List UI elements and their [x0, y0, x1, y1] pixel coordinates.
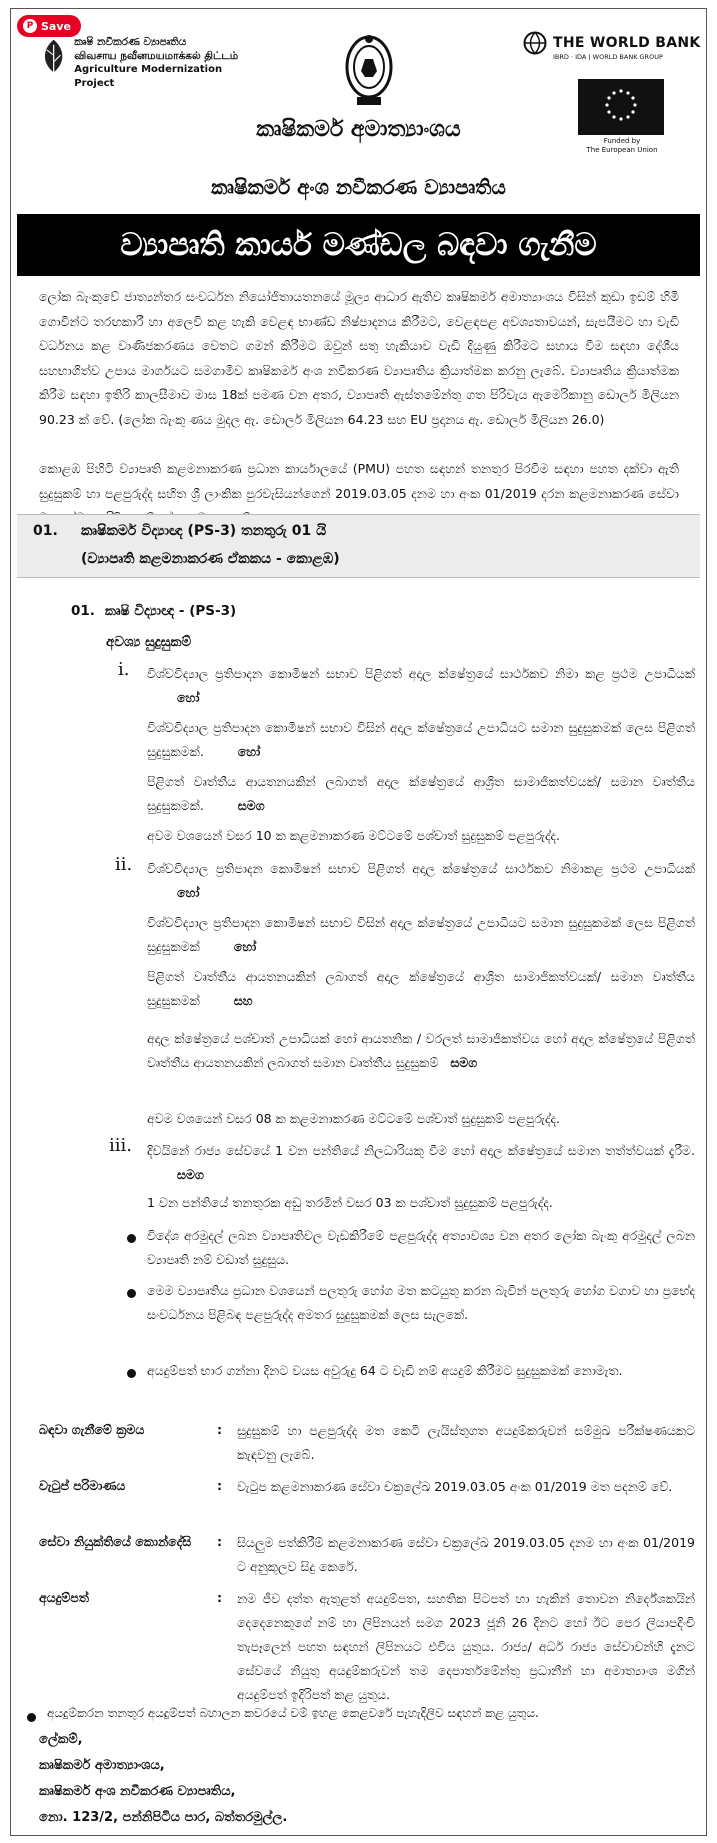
- colon: :: [217, 1422, 222, 1437]
- project-leaf-logo: [39, 35, 68, 77]
- section-subtitle: (ව්‍යාපෘති කළමනාකරණ ඒකකය - කොළඹ): [81, 551, 340, 567]
- save-label: Save: [41, 19, 71, 33]
- section-header: [17, 514, 700, 578]
- qualification-text: පිළිගත් වෘත්තීය ආයතනයකින් ලබාගත් අදාල ක්ෂේත්‍රයේ ආශ්‍රිත සාමාජිකත්වයක්/ සමාන වෘත්තීය සුදුසුකමක්.: [147, 774, 695, 813]
- qualification-text: විශ්වවිද්‍යාල ප්‍රතිපාදන කොමිෂන් සභාව පිළිගත් අදාල ක්ෂේත්‍රයේ සාර්ථකව නිමාකළ ප්‍රථම උපාධියක්: [147, 861, 695, 876]
- envelope-note: අයදුම්කරන තනතුර අයදුම්පත් බහාලන කවරයේ වම් ඉහළ කෙළවරේ පැහැදිලිව සඳහන් කළ යුතුය.: [47, 1706, 539, 1720]
- bullet-icon: [127, 1369, 136, 1378]
- bullet-item-1: විදේශ අරමුදල් ලබන ව්‍යාපෘතිවල වැඩකිරීමේ පළපුරුද්ද අත්‍යාවශ්‍ය වන අතර ලෝක බැංකු අරමුදල් ලබන ව්‍යාපෘති නම් වඩාත් සුදුසුය.: [147, 1228, 695, 1267]
- intro-paragraph-1: ලෝක බැංකුවේ ජාත්‍යන්තර සංවර්ධන නියෝජිතායතනයේ මූල්‍ය ආධාර ඇතිව කෘෂිකර්ම අමාත්‍යාංශය විසින් කුඩා ඉඩම් හිමි ගොවීන්ට තරඟකාරී හා අලෙවි කළ හැකි වෙළඳ භාණ්ඩ නිෂ්පාදනය කිරීමට, වෙළඳපළ අවශ්‍යතාවයන්, සැපයීමට හා වැඩි වර්ධනය කළ වාණිජකරණය වෙතට ගමන් කිරීමට ඔවුන් සතු හැකියාව වැඩි දියුණු කිරීමට සහාය වීම සඳහා දේශීය සහභාගිත්ව උපාය මාර්ගයට සමගාමීව කෘෂිකර්ම අංශ නවීකරණ ව්‍යාපෘතිය ක්‍රියාත්මක කරනු ලැබේ. ව්‍යාපෘතිය ක්‍රියාත්මක කිරීම සඳහා ඉතිරි කාලසීමාව මාස 18ක් පමණ වන අතර, ව්‍යාපෘති ඇස්තමේන්තු ගත පිරිවැය ඇමෙරිකානු ඩොලර් මිලියන 90.23 ක් වේ. (ලෝක බැංකු ණය මුදල ඇ. ඩොලර් මිලියන 64.23 සහ EU ප්‍රදානය ඇ. ඩොලර් මිලියන 26.0): [39, 289, 679, 427]
- conjunction: හෝ: [237, 744, 261, 759]
- save-button[interactable]: [17, 15, 81, 37]
- qualification-ii-numeral: ii.: [115, 854, 133, 875]
- qualification-i-line2: [147, 716, 695, 764]
- colon: :: [217, 1590, 222, 1605]
- recruitment-method-label: බඳවා ගැනීමේ ක්‍රමය: [39, 1422, 145, 1437]
- qualification-iii-line2: 1 වන පන්තියේ තනතුරක අඩු තරමින් වසර 03 ක පශ්චාත් සුදුසුකම් පළපුරුද්ද.: [147, 1195, 553, 1210]
- signature-line2: කෘෂිකර්ම අමාත්‍යාංශය,: [39, 1758, 165, 1773]
- signature-line1: ලේකම්,: [39, 1732, 83, 1747]
- qualification-i-line4: අවම වශයෙන් වසර 10 ක කළමනාකරණ මට්ටමේ පශ්චාත් සුදුසුකම් පළපුරුද්ද.: [147, 828, 561, 843]
- qualification-iii-line1: [147, 1139, 695, 1187]
- project-title: කෘෂිකර්ම අංශ නවීකරණ ව්‍යාපෘතිය: [211, 175, 506, 199]
- bullet-icon: [127, 1289, 136, 1298]
- qualification-ii-line3: [147, 965, 695, 1013]
- qualification-iii-numeral: iii.: [109, 1135, 132, 1156]
- bullet-item-2: මෙම ව්‍යාපෘතිය ප්‍රධාන වශයෙන් පලතුරු හෝග මත කටයුතු කරන බැවින් පලතුරු හෝග වගාව හා ප්‍රභේද සංවර්ධනය පිළිබඳ පළපුරුද්ද අමතර සුදුසුකමක් ලෙස සැලකේ.: [147, 1283, 695, 1322]
- conjunction: හෝ: [177, 690, 200, 705]
- eu-caption-line1: Funded by: [603, 137, 641, 145]
- qualification-i-numeral: i.: [118, 659, 130, 680]
- qualification-ii-line1: [147, 857, 695, 905]
- globe-icon: [523, 31, 547, 55]
- world-bank-title: THE WORLD BANK: [553, 35, 701, 51]
- qualification-text: පිළිගත් වෘත්තීය ආයතනයකින් ලබාගත් අදාල ක්ෂේත්‍රයේ ආශ්‍රිත සාමාජිකත්වයක්/ සමාන වෘත්තීය සුදුසුකමක්: [147, 969, 695, 1008]
- colon: :: [217, 1478, 222, 1493]
- conjunction: හෝ: [177, 885, 200, 900]
- pin-icon: P: [23, 19, 37, 33]
- world-bank-subtitle: IBRD · IDA | WORLD BANK GROUP: [553, 53, 663, 61]
- terms-of-service-label: සේවා නියුක්තියේ කොන්දේසි: [39, 1534, 192, 1549]
- qualification-i-line1: [147, 662, 695, 710]
- signature-line4: නො. 123/2, පන්නිපිටිය පාර, බත්තරමුල්ල.: [39, 1810, 288, 1825]
- project-name-tamil: விவசாய நவீனமயமாக்கல் திட்டம்: [74, 50, 239, 62]
- bullet-item-3: අයදුම්පත් භාර ගන්නා දිනට වයස අවුරුදු 64 ට වැඩි නම් අයදුම් කිරීමට සුදුසුකමක් නොමැත.: [147, 1363, 623, 1378]
- recruitment-method-value: සුදුසුකම් හා පළපුරුද්ද මත කෙටි ලැයිස්තුගත අයදුම්කරුවන් සම්මුඛ පරීක්ෂණයකට කැඳවනු ලැබේ.: [237, 1423, 695, 1462]
- qualification-ii-line2: [147, 911, 695, 959]
- intro-paragraph-2: කොළඹ පිහිටි ව්‍යාපෘති කළමනාකරණ ප්‍රධාන කාර්යාලයේ (PMU) පහත සඳහන් තනතුර පිරවීම සඳහා පහත දක්වා ඇති සුදුසුකම් හා පළපුරුද්ද සහිත ශ්‍රී ලාංකික පුරවැසියන්ගෙන් 2019.03.05 දනම හා අංක 01/2019 දරන කළමනාකරණ සේවා: [39, 461, 679, 501]
- position-title: කෘෂි විද්‍යාඥ - (PS-3): [105, 603, 237, 619]
- bullet-icon: [27, 1713, 36, 1722]
- requirements-heading: අවශ්‍ය සුදුසුකම්: [106, 634, 192, 650]
- qualification-i-line3: [147, 770, 695, 818]
- bullet-icon: [127, 1234, 136, 1243]
- qualification-text: අදාල ක්ෂේත්‍රයේ පශ්චාත් උපාධියක් හෝ ආයතනික / වරලත් සාමාජිකත්වය හෝ අදාල ක්ෂේත්‍රයේ පිළිගත් වෘත්තීය ආයතනයකින් ලබාගත් සමාන වෘත්තීය සුදුසුකම්: [147, 1031, 695, 1070]
- world-bank-logo: [523, 31, 703, 61]
- terms-of-service-value: සියලුම පත්කිරීම් කළමනාකරණ සේවා චක්‍රලේඛ 2019.03.05 දනම හා අංක 01/2019 ට අනුකූලව සිදු කෙරේ.: [237, 1535, 695, 1574]
- qualification-ii-line4: [147, 1027, 695, 1075]
- project-logo-block: [39, 35, 239, 91]
- salary-scale-label: වැටුප් පරිමාණය: [39, 1478, 126, 1493]
- advertisement-page: [10, 8, 707, 1836]
- position-number: 01.: [71, 603, 95, 619]
- applications-label: අයදුම්පත්: [39, 1590, 89, 1605]
- qualification-ii-line5: අවම වශයෙන් වසර 08 ක කළමනාකරණ මට්ටමේ පශ්චාත් සුදුසුකම් පළපුරුද්ද.: [147, 1111, 561, 1126]
- conjunction: සහ: [233, 993, 253, 1008]
- conjunction: හෝ: [233, 939, 257, 954]
- eu-caption-line2: The European Union: [586, 146, 658, 154]
- signature-line3: කෘෂිකර්ම අංශ නවීකරණ ව්‍යාපෘතිය,: [39, 1784, 236, 1799]
- sri-lanka-emblem: [343, 31, 395, 109]
- conjunction: සමග: [177, 1167, 204, 1182]
- qualification-text: දිවයිනේ රාජ්‍ය සේවයේ 1 වන පන්තියේ නිලධාරියකු වීම හෝ අදාල ක්ෂේත්‍රයේ සමාන තත්ත්වයක් දැරීම.: [147, 1143, 695, 1158]
- ministry-title: කෘෂිකර්ම අමාත්‍යාංශය: [256, 117, 461, 142]
- colon: :: [217, 1534, 222, 1549]
- project-name-sinhala: කෘෂි නවීකරණ ව්‍යාපෘතිය: [74, 36, 187, 48]
- conjunction: සමග: [237, 798, 265, 813]
- salary-scale-value: වැටුප කළමනාකරණ සේවා චක්‍රලේඛ 2019.03.05 අංක 01/2019 මත පදනම් වේ.: [237, 1479, 673, 1494]
- qualification-text: විශ්වවිද්‍යාල ප්‍රතිපාදන කොමිෂන් සභාව විසින් අදාල ක්ෂේත්‍රයේ උපාධියට සමාන සුදුසුකමක් ලෙස පිළිගත් සුදුසුකමක්.: [147, 720, 695, 759]
- section-title: කෘෂිකර්ම විද්‍යාඥ (PS-3) තනතුරු 01 යි: [81, 523, 327, 539]
- qualification-text: විශ්වවිද්‍යාල ප්‍රතිපාදන කොමිෂන් සභාව පිළිගත් අදාල ක්ෂේත්‍රයේ සාර්ථකව නිමා කළ ප්‍රථම උපාධියක්: [147, 666, 695, 681]
- qualification-text: විශ්වවිද්‍යාල ප්‍රතිපාදන කොමිෂන් සභාව විසින් අදාල ක්ෂේත්‍රයේ උපාධියට සමාන සුදුසුකමක් ලෙස පිළිගත් සුදුසුකමක්: [147, 915, 695, 954]
- recruitment-banner: ව්‍යාපෘති කාර්ය මණ්ඩල බඳවා ගැනීම: [17, 214, 700, 276]
- project-name-english: Agriculture Modernization Project: [74, 64, 223, 89]
- section-number: 01.: [33, 523, 58, 539]
- conjunction: සමග: [450, 1055, 478, 1070]
- signature-block: [39, 1727, 287, 1831]
- applications-value: නම ජීව දත්ත ඇතුළත් අයදුම්පත, සහතික පිටපත් හා හැකින් තොවන නිර්දේශකයින් දෙදෙනෙකුගේ නම් හා ලිපිනයන් සමග 2023 ජූනි 26 දිනට හෝ ඊට පෙර ලියාපදිංචි තැපෑලෙන් පහත සඳහන් ලිපිනයට එවිය යුතුය. රාජ්‍ය/ අර්ධ රාජ්‍ය සේවාවන්හි දැනට සේවයේ නියුතු අයදුම්කරුවන් තම දෙපාර්තමේන්තු ප්‍රධානීන් හා අමාත්‍යාංශ මගින් අයදුම්පත් ඉදිරිපත් කළ යුතුය.: [237, 1591, 695, 1702]
